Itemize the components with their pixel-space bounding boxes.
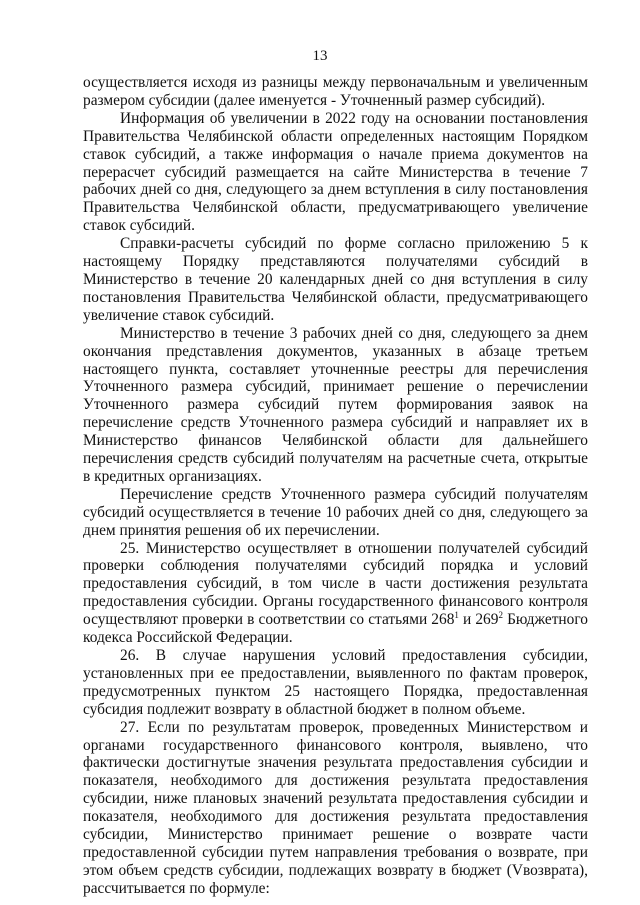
paragraph-certificates: Справки-расчеты субсидий по форме согласно приложению 5 к настоящему Порядку представляются получателями субсидий в Министерство в течение 20 календарных дней со дня вступления в силу постановления Правительства Челябинской области, предусматривающего увеличение ставок субсидий.: [83, 235, 588, 324]
paragraph-continuation: осуществляется исходя из разницы между первоначальным и увеличенным размером субсидии (далее именуется - Уточненный размер субсидий).: [83, 74, 588, 109]
page-number: 13: [312, 48, 328, 64]
paragraph-ministry-registers: Министерство в течение 3 рабочих дней со дня, следующего за днем окончания представления документов, указанных в абзаце третьем настоящего пункта, составляет уточненные реестры для перечисления Уточненного размера субсидий, принимает решение о перечислении Уточненного размера субсидий путем формирования заявок на перечисление средств Уточненного размера субсидий и направляет их в Министерство финансов Челябинской области для дальнейшего перечисления средств субсидий получателям на расчетные счета, открытые в кредитных организациях.: [83, 324, 588, 485]
paragraph-clause-27: 27. Если по результатам проверок, проведенных Министерством и органами государственного финансового контроля, выявлено, что фактически достигнутые значения результата предоставления субсидии и показателя, необходимого для достижения результата предоставления субсидии, ниже плановых значений результата предоставления субсидии и показателя, необходимого для достижения результата предоставления субсидии, Министерство принимает решение о возврате части предоставленной субсидии путем направления требования о возврате, при этом объем средств субсидии, подлежащих возврату в бюджет (Vвозврата), рассчитывается по формуле:: [83, 718, 588, 897]
clause-25-text-end: Бюджетного кодекса Российской Федерации.: [83, 611, 588, 647]
paragraph-clause-25: [83, 540, 588, 647]
superscript-two: 2: [498, 610, 503, 621]
paragraph-information: Информация об увеличении в 2022 году на основании постановления Правительства Челябинской области определенных настоящим Порядком ставок субсидий, а также информация о начале приема документов на перерасчет субсидий размещается на сайте Министерства в течение 7 рабочих дней со дня, следующего за днем вступления в силу постановления Правительства Челябинской области, предусматривающего увеличение ставок субсидий.: [83, 109, 588, 235]
clause-25-text-middle: и 269: [458, 611, 499, 629]
clause-25-text-start: 25. Министерство осуществляет в отношении получателей субсидий проверки соблюдения получателями субсидий порядка и условий предоставления субсидий, в том числе в части достижения результата предоставления субсидии. Органы государственного финансового контроля осуществляют проверки в соответствии со статьями 268: [83, 539, 588, 629]
superscript-one: 1: [454, 610, 459, 621]
paragraph-clause-26: 26. В случае нарушения условий предоставления субсидии, установленных при ее предоставлении, выявленного по фактам проверок, предусмотренных пунктом 25 настоящего Порядка, предоставленная субсидия подлежит возврату в областной бюджет в полном объеме.: [83, 647, 588, 718]
document-body: [83, 74, 588, 898]
paragraph-transfer: Перечисление средств Уточненного размера субсидий получателям субсидий осуществляется в течение 10 рабочих дней со дня, следующего за днем принятия решения об их перечислении.: [83, 485, 588, 539]
